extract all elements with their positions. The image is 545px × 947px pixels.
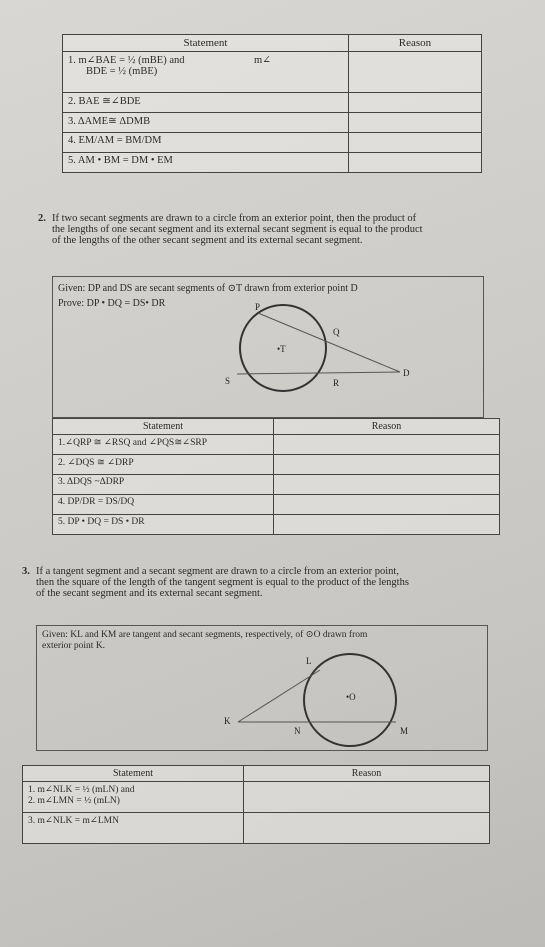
label-m: M — [400, 726, 409, 736]
label-r: R — [333, 378, 340, 388]
table-row: 3. m∠NLK = m∠LMN — [23, 813, 244, 844]
label-k: K — [224, 716, 231, 726]
table-row: 1. m∠NLK = ½ (mLN) and 2. m∠LMN = ½ (mLN) — [23, 782, 244, 813]
tangent-secant-figure — [210, 650, 420, 750]
statement-header: Statement — [53, 419, 274, 435]
table-row: 5. DP • DQ = DS • DR — [53, 515, 274, 535]
reason-header: Reason — [244, 766, 490, 782]
label-d: D — [403, 368, 410, 378]
problem-2-prove: Prove: DP • DQ = DS• DR — [58, 298, 166, 309]
table-row: 2. BAE ≅∠BDE — [63, 93, 349, 113]
proof-table-3 — [22, 765, 490, 844]
label-o: •O — [346, 692, 356, 702]
statement-header: Statement — [23, 766, 244, 782]
label-t: •T — [277, 344, 286, 354]
problem-3-given: Given: KL and KM are tangent and secant segments, respectively, of ⊙O drawn from exterior point K. — [42, 630, 368, 651]
table-row: 2. ∠DQS ≅ ∠DRP — [53, 455, 274, 475]
table-row: 3. ΔDQS ~ΔDRP — [53, 475, 274, 495]
label-p: P — [255, 302, 261, 312]
reason-header: Reason — [349, 35, 482, 52]
table-row: 4. EM/AM = BM/DM — [63, 133, 349, 153]
table-row: 1. m∠BAE = ½ (mBE) and BDE = ½ (mBE) — [63, 52, 349, 93]
problem-3-text: If a tangent segment and a secant segment are drawn to a circle from an exterior point, then the square of the length of the tangent segment is equal to the product of the lengths of the secant segment and its external secant segment. — [36, 566, 409, 599]
label-l: L — [306, 656, 312, 666]
table-row-reason: m∠ — [349, 52, 482, 93]
statement-header: Statement — [63, 35, 349, 52]
problem-3-number: 3. — [22, 566, 30, 577]
proof-table-1 — [62, 34, 482, 173]
label-s: S — [225, 376, 231, 386]
table-row: 4. DP/DR = DS/DQ — [53, 495, 274, 515]
secant-circle-figure — [215, 300, 415, 400]
table-row: 5. AM • BM = DM • EM — [63, 153, 349, 173]
table-row: 3. ΔAME≅ ΔDMB — [63, 113, 349, 133]
problem-2-given: Given: DP and DS are secant segments of ⊙T drawn from exterior point D — [58, 283, 358, 294]
table-row: 1.∠QRP ≅ ∠RSQ and ∠PQS≅∠SRP — [53, 435, 274, 455]
problem-2-number: 2. — [38, 213, 46, 224]
proof-table-2 — [52, 418, 500, 535]
label-q: Q — [333, 327, 340, 337]
reason-header: Reason — [274, 419, 500, 435]
problem-2-text: If two secant segments are drawn to a circle from an exterior point, then the product of the lengths of one secant segment and its external secant segment is equal to the product of the lengths of the other secant segment and its external secant segment. — [52, 213, 423, 246]
label-n: N — [294, 726, 301, 736]
